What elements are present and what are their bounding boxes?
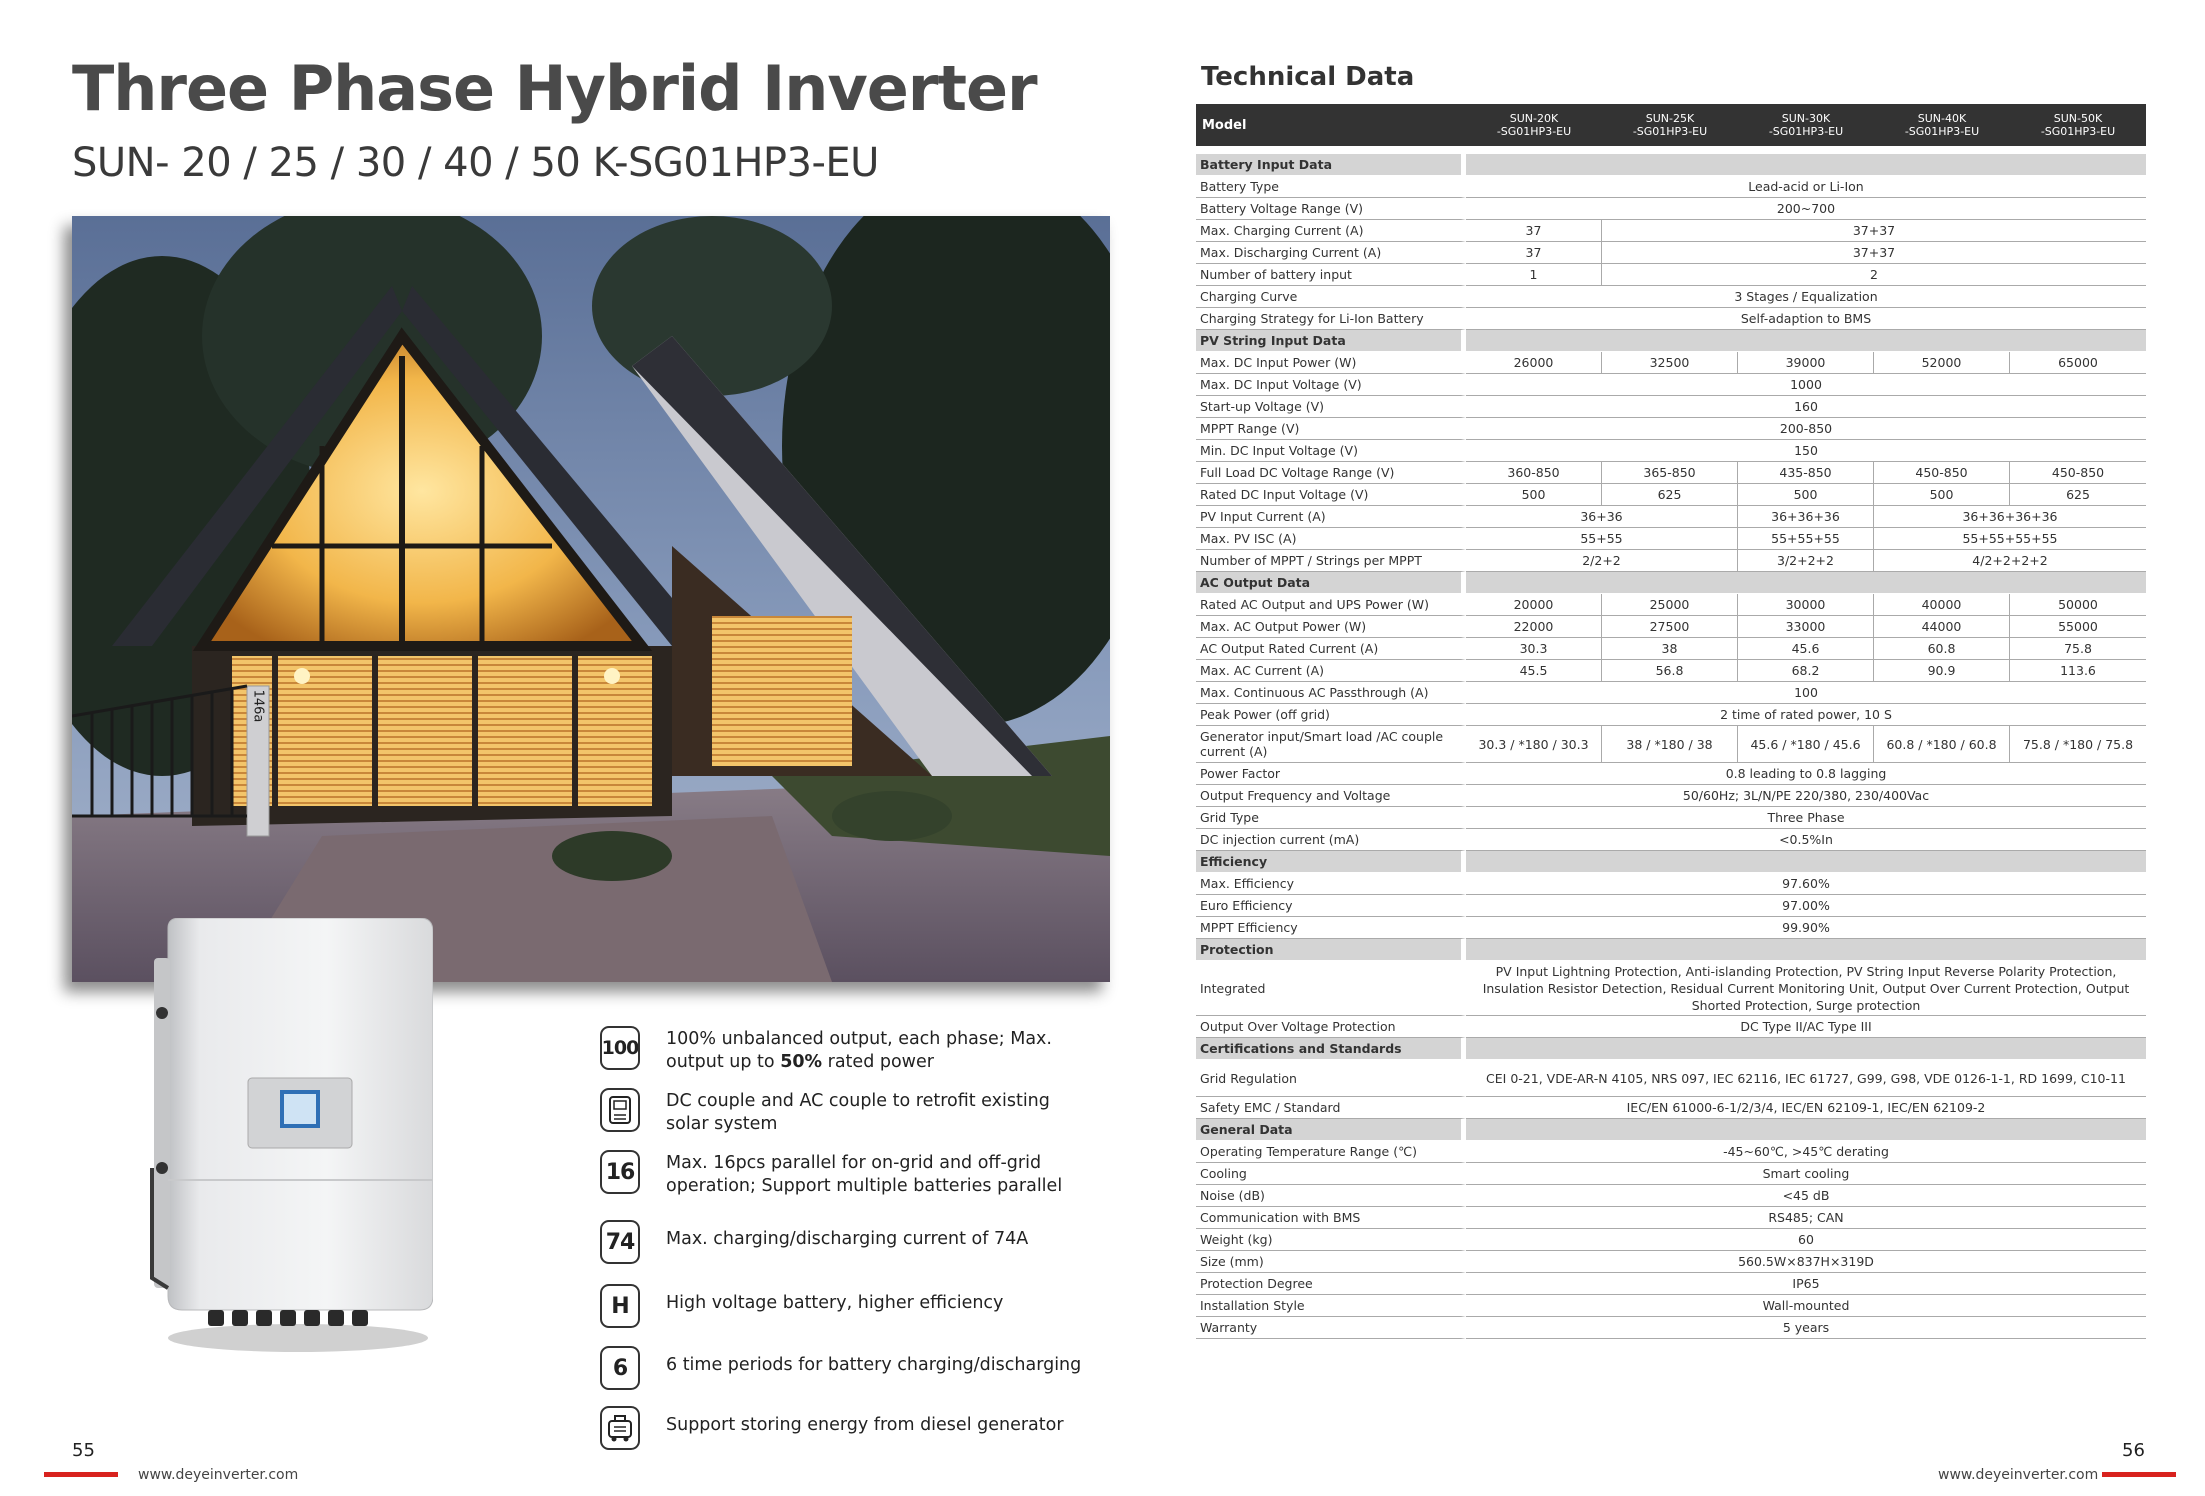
table-cell: DC Type II/AC Type III bbox=[1466, 1016, 2146, 1038]
number-16-icon: 16 bbox=[600, 1150, 640, 1194]
table-cell: 500 bbox=[1466, 484, 1602, 506]
row-label: Communication with BMS bbox=[1196, 1207, 1466, 1229]
table-cell: 36+36+36+36 bbox=[1874, 506, 2146, 528]
table-row bbox=[1196, 1185, 2146, 1207]
section-heading: General Data bbox=[1196, 1119, 1466, 1141]
table-row bbox=[1196, 286, 2146, 308]
row-label: Generator input/Smart load /AC couple current (A) bbox=[1196, 726, 1466, 763]
table-cell: 113.6 bbox=[2010, 660, 2146, 682]
row-label: Number of battery input bbox=[1196, 264, 1466, 286]
table-cell: 5 years bbox=[1466, 1317, 2146, 1339]
table-cell: 97.00% bbox=[1466, 895, 2146, 917]
row-label: Charging Curve bbox=[1196, 286, 1466, 308]
feature-text: Max. 16pcs parallel for on-grid and off-grid operation; Support multiple batteries parallel bbox=[666, 1153, 1063, 1196]
table-header-row bbox=[1196, 104, 2146, 146]
number-74-icon: 74 bbox=[600, 1220, 640, 1264]
table-cell: 45.6 / *180 / 45.6 bbox=[1738, 726, 1874, 763]
table-row bbox=[1196, 594, 2146, 616]
left-page bbox=[0, 0, 1102, 1496]
table-row bbox=[1196, 682, 2146, 704]
table-cell: 37 bbox=[1466, 220, 1602, 242]
row-label: Max. PV ISC (A) bbox=[1196, 528, 1466, 550]
table-cell: 55+55+55+55 bbox=[1874, 528, 2146, 550]
row-label: Number of MPPT / Strings per MPPT bbox=[1196, 550, 1466, 572]
generator-icon bbox=[600, 1406, 640, 1450]
table-row bbox=[1196, 242, 2146, 264]
section-heading: PV String Input Data bbox=[1196, 330, 1466, 352]
section-row bbox=[1196, 939, 2146, 961]
row-label: Grid Type bbox=[1196, 807, 1466, 829]
table-row bbox=[1196, 763, 2146, 785]
table-cell: 30.3 / *180 / 30.3 bbox=[1466, 726, 1602, 763]
website-url: www.deyeinverter.com bbox=[1938, 1467, 2099, 1483]
table-cell: <45 dB bbox=[1466, 1185, 2146, 1207]
row-label: Noise (dB) bbox=[1196, 1185, 1466, 1207]
feature-text: High voltage battery, higher efficiency bbox=[666, 1293, 1004, 1313]
section-heading: Certifications and Standards bbox=[1196, 1038, 1466, 1060]
table-row bbox=[1196, 176, 2146, 198]
website-url: www.deyeinverter.com bbox=[138, 1467, 299, 1483]
section-row bbox=[1196, 330, 2146, 352]
accent-bar bbox=[44, 1472, 118, 1477]
section-filler bbox=[1466, 939, 2146, 961]
table-cell: 56.8 bbox=[1602, 660, 1738, 682]
table-cell: 97.60% bbox=[1466, 873, 2146, 895]
table-row bbox=[1196, 418, 2146, 440]
table-cell: 160 bbox=[1466, 396, 2146, 418]
table-cell: Three Phase bbox=[1466, 807, 2146, 829]
table-row bbox=[1196, 961, 2146, 1016]
row-label: AC Output Rated Current (A) bbox=[1196, 638, 1466, 660]
feature-text: Support storing energy from diesel generator bbox=[666, 1415, 1064, 1435]
table-row bbox=[1196, 704, 2146, 726]
table-cell: 37+37 bbox=[1602, 242, 2146, 264]
row-label: Charging Strategy for Li-Ion Battery bbox=[1196, 308, 1466, 330]
table-row bbox=[1196, 264, 2146, 286]
table-cell: 500 bbox=[1874, 484, 2010, 506]
section-row bbox=[1196, 572, 2146, 594]
table-row bbox=[1196, 550, 2146, 572]
feature-item bbox=[600, 1146, 1120, 1206]
table-cell: 60 bbox=[1466, 1229, 2146, 1251]
table-cell: 45.5 bbox=[1466, 660, 1602, 682]
battery-device-icon bbox=[600, 1088, 640, 1132]
table-row bbox=[1196, 1273, 2146, 1295]
table-row bbox=[1196, 616, 2146, 638]
table-row bbox=[1196, 528, 2146, 550]
table-row bbox=[1196, 660, 2146, 682]
table-row bbox=[1196, 1016, 2146, 1038]
table-row bbox=[1196, 396, 2146, 418]
table-cell: 3/2+2+2 bbox=[1738, 550, 1874, 572]
page-number: 55 bbox=[72, 1440, 95, 1461]
table-cell: 26000 bbox=[1466, 352, 1602, 374]
section-row bbox=[1196, 1038, 2146, 1060]
inverter-device-image bbox=[148, 918, 433, 1358]
table-row bbox=[1196, 638, 2146, 660]
table-row bbox=[1196, 917, 2146, 939]
feature-text: Max. charging/discharging current of 74A bbox=[666, 1229, 1029, 1249]
table-row bbox=[1196, 220, 2146, 242]
table-row bbox=[1196, 1295, 2146, 1317]
feature-text: DC couple and AC couple to retrofit existing solar system bbox=[666, 1091, 1050, 1134]
table-cell: 38 / *180 / 38 bbox=[1602, 726, 1738, 763]
table-cell: 50/60Hz; 3L/N/PE 220/380, 230/400Vac bbox=[1466, 785, 2146, 807]
row-label: Max. DC Input Power (W) bbox=[1196, 352, 1466, 374]
row-label: Safety EMC / Standard bbox=[1196, 1097, 1466, 1119]
table-cell: 625 bbox=[1602, 484, 1738, 506]
section-row bbox=[1196, 851, 2146, 873]
table-cell: 36+36 bbox=[1466, 506, 1738, 528]
table-cell: 65000 bbox=[2010, 352, 2146, 374]
row-label: DC injection current (mA) bbox=[1196, 829, 1466, 851]
table-cell: 50000 bbox=[2010, 594, 2146, 616]
model-column-header: SUN-30K -SG01HP3-EU bbox=[1738, 104, 1874, 146]
table-cell: 200~700 bbox=[1466, 198, 2146, 220]
table-cell: 39000 bbox=[1738, 352, 1874, 374]
table-cell: 25000 bbox=[1602, 594, 1738, 616]
table-cell: 365-850 bbox=[1602, 462, 1738, 484]
section-filler bbox=[1466, 1038, 2146, 1060]
model-column-header: SUN-40K -SG01HP3-EU bbox=[1874, 104, 2010, 146]
row-label: Operating Temperature Range (℃) bbox=[1196, 1141, 1466, 1163]
table-cell: 99.90% bbox=[1466, 917, 2146, 939]
table-row bbox=[1196, 374, 2146, 396]
section-heading: AC Output Data bbox=[1196, 572, 1466, 594]
table-cell: 60.8 / *180 / 60.8 bbox=[1874, 726, 2010, 763]
table-row bbox=[1196, 440, 2146, 462]
table-cell: 68.2 bbox=[1738, 660, 1874, 682]
model-column-header: SUN-50K -SG01HP3-EU bbox=[2010, 104, 2146, 146]
table-cell: 55000 bbox=[2010, 616, 2146, 638]
table-cell: 2/2+2 bbox=[1466, 550, 1738, 572]
table-cell: 360-850 bbox=[1466, 462, 1602, 484]
row-label: Max. Continuous AC Passthrough (A) bbox=[1196, 682, 1466, 704]
table-cell: 44000 bbox=[1874, 616, 2010, 638]
table-cell: 100 bbox=[1466, 682, 2146, 704]
table-cell: 560.5W×837H×319D bbox=[1466, 1251, 2146, 1273]
feature-item bbox=[600, 1342, 1120, 1402]
table-cell: Self-adaption to BMS bbox=[1466, 308, 2146, 330]
right-page bbox=[1102, 0, 2205, 1496]
table-cell: 500 bbox=[1738, 484, 1874, 506]
row-label: MPPT Range (V) bbox=[1196, 418, 1466, 440]
feature-item bbox=[600, 1216, 1120, 1276]
row-label: Min. DC Input Voltage (V) bbox=[1196, 440, 1466, 462]
row-label: Rated DC Input Voltage (V) bbox=[1196, 484, 1466, 506]
model-subtitle: SUN- 20 / 25 / 30 / 40 / 50 K-SG01HP3-EU bbox=[72, 140, 879, 186]
table-row bbox=[1196, 506, 2146, 528]
section-heading: Protection bbox=[1196, 939, 1466, 961]
feature-text: 6 time periods for battery charging/discharging bbox=[666, 1355, 1082, 1375]
row-label: Size (mm) bbox=[1196, 1251, 1466, 1273]
row-label: Start-up Voltage (V) bbox=[1196, 396, 1466, 418]
table-cell: 1000 bbox=[1466, 374, 2146, 396]
table-cell: 33000 bbox=[1738, 616, 1874, 638]
feature-item bbox=[600, 1022, 1120, 1082]
table-row bbox=[1196, 785, 2146, 807]
table-cell: 450-850 bbox=[2010, 462, 2146, 484]
row-label: Cooling bbox=[1196, 1163, 1466, 1185]
model-column-header: SUN-20K -SG01HP3-EU bbox=[1466, 104, 1602, 146]
table-row bbox=[1196, 1060, 2146, 1097]
table-row bbox=[1196, 1163, 2146, 1185]
table-cell: 55+55+55 bbox=[1738, 528, 1874, 550]
row-label: Max. Charging Current (A) bbox=[1196, 220, 1466, 242]
table-cell: 450-850 bbox=[1874, 462, 2010, 484]
table-cell: RS485; CAN bbox=[1466, 1207, 2146, 1229]
table-cell: 90.9 bbox=[1874, 660, 2010, 682]
table-cell: <0.5%In bbox=[1466, 829, 2146, 851]
table-cell: 40000 bbox=[1874, 594, 2010, 616]
table-cell: 55+55 bbox=[1466, 528, 1738, 550]
row-label: Installation Style bbox=[1196, 1295, 1466, 1317]
table-row bbox=[1196, 1317, 2146, 1339]
table-cell: 75.8 bbox=[2010, 638, 2146, 660]
row-label: Power Factor bbox=[1196, 763, 1466, 785]
table-cell: 200-850 bbox=[1466, 418, 2146, 440]
house-number: 146a bbox=[250, 689, 266, 723]
table-cell: Lead-acid or Li-Ion bbox=[1466, 176, 2146, 198]
row-label: Output Frequency and Voltage bbox=[1196, 785, 1466, 807]
table-cell: IP65 bbox=[1466, 1273, 2146, 1295]
table-row bbox=[1196, 1207, 2146, 1229]
table-cell: 625 bbox=[2010, 484, 2146, 506]
section-heading: Efficiency bbox=[1196, 851, 1466, 873]
table-row bbox=[1196, 1251, 2146, 1273]
row-label: Euro Efficiency bbox=[1196, 895, 1466, 917]
row-label: Max. AC Output Power (W) bbox=[1196, 616, 1466, 638]
table-cell: 22000 bbox=[1466, 616, 1602, 638]
model-header: Model bbox=[1196, 104, 1466, 146]
table-row bbox=[1196, 352, 2146, 374]
table-cell: 45.6 bbox=[1738, 638, 1874, 660]
table-cell: 30000 bbox=[1738, 594, 1874, 616]
accent-bar bbox=[2102, 1472, 2176, 1477]
number-100-icon: 100 bbox=[600, 1026, 640, 1070]
row-label: Weight (kg) bbox=[1196, 1229, 1466, 1251]
feature-item bbox=[600, 1280, 1120, 1340]
table-cell: 75.8 / *180 / 75.8 bbox=[2010, 726, 2146, 763]
table-cell: 1 bbox=[1466, 264, 1602, 286]
row-label: Battery Type bbox=[1196, 176, 1466, 198]
section-filler bbox=[1466, 1119, 2146, 1141]
house-photo bbox=[72, 216, 1110, 982]
table-cell: 0.8 leading to 0.8 lagging bbox=[1466, 763, 2146, 785]
spec-table bbox=[1196, 104, 2146, 1339]
section-filler bbox=[1466, 851, 2146, 873]
table-row bbox=[1196, 726, 2146, 763]
table-cell: Wall-mounted bbox=[1466, 1295, 2146, 1317]
section-filler bbox=[1466, 572, 2146, 594]
row-label: Max. Efficiency bbox=[1196, 873, 1466, 895]
table-cell: 27500 bbox=[1602, 616, 1738, 638]
feature-text: 100% unbalanced output, each phase; Max. output up to 50% rated power bbox=[666, 1029, 1052, 1072]
table-cell: 32500 bbox=[1602, 352, 1738, 374]
section-title: Technical Data bbox=[1201, 62, 1415, 92]
table-cell: 150 bbox=[1466, 440, 2146, 462]
table-cell: 37 bbox=[1466, 242, 1602, 264]
table-cell: 60.8 bbox=[1874, 638, 2010, 660]
table-row bbox=[1196, 873, 2146, 895]
table-cell: IEC/EN 61000-6-1/2/3/4, IEC/EN 62109-1, IEC/EN 62109-2 bbox=[1466, 1097, 2146, 1119]
table-row bbox=[1196, 484, 2146, 506]
table-cell: 38 bbox=[1602, 638, 1738, 660]
table-row bbox=[1196, 895, 2146, 917]
table-cell: 20000 bbox=[1466, 594, 1602, 616]
table-cell: 30.3 bbox=[1466, 638, 1602, 660]
row-label: Full Load DC Voltage Range (V) bbox=[1196, 462, 1466, 484]
row-label: MPPT Efficiency bbox=[1196, 917, 1466, 939]
row-label: Grid Regulation bbox=[1196, 1060, 1466, 1097]
section-filler bbox=[1466, 154, 2146, 176]
table-cell: -45~60℃, >45℃ derating bbox=[1466, 1141, 2146, 1163]
row-label: Integrated bbox=[1196, 961, 1466, 1016]
table-row bbox=[1196, 1141, 2146, 1163]
table-cell: 435-850 bbox=[1738, 462, 1874, 484]
table-cell: Smart cooling bbox=[1466, 1163, 2146, 1185]
section-row bbox=[1196, 154, 2146, 176]
table-cell: 4/2+2+2+2 bbox=[1874, 550, 2146, 572]
page-title: Three Phase Hybrid Inverter bbox=[72, 52, 1037, 125]
row-label: PV Input Current (A) bbox=[1196, 506, 1466, 528]
table-cell: 52000 bbox=[1874, 352, 2010, 374]
table-cell: 3 Stages / Equalization bbox=[1466, 286, 2146, 308]
table-cell: CEI 0-21, VDE-AR-N 4105, NRS 097, IEC 62116, IEC 61727, G99, G98, VDE 0126-1-1, RD 1699, C10-11 bbox=[1466, 1060, 2146, 1097]
row-label: Warranty bbox=[1196, 1317, 1466, 1339]
row-label: Rated AC Output and UPS Power (W) bbox=[1196, 594, 1466, 616]
section-filler bbox=[1466, 330, 2146, 352]
table-row bbox=[1196, 807, 2146, 829]
table-row bbox=[1196, 829, 2146, 851]
feature-item bbox=[600, 1084, 1120, 1144]
table-cell: PV Input Lightning Protection, Anti-islanding Protection, PV String Input Reverse Polarity Protection, Insulation Resistor Detection, Residual Current Monitoring Unit, Output Over Current Protection, Output Shorted Protection, Surge protection bbox=[1466, 961, 2146, 1016]
table-cell: 37+37 bbox=[1602, 220, 2146, 242]
model-column-header: SUN-25K -SG01HP3-EU bbox=[1602, 104, 1738, 146]
table-row bbox=[1196, 462, 2146, 484]
table-row bbox=[1196, 308, 2146, 330]
section-heading: Battery Input Data bbox=[1196, 154, 1466, 176]
row-label: Battery Voltage Range (V) bbox=[1196, 198, 1466, 220]
spec-table-body bbox=[1196, 154, 2146, 1339]
page-number: 56 bbox=[2122, 1440, 2145, 1461]
row-label: Max. AC Current (A) bbox=[1196, 660, 1466, 682]
feature-item bbox=[600, 1402, 1120, 1462]
row-label: Protection Degree bbox=[1196, 1273, 1466, 1295]
table-row bbox=[1196, 198, 2146, 220]
section-row bbox=[1196, 1119, 2146, 1141]
number-6-icon: 6 bbox=[600, 1346, 640, 1390]
row-label: Peak Power (off grid) bbox=[1196, 704, 1466, 726]
letter-h-icon: H bbox=[600, 1284, 640, 1328]
row-label: Max. Discharging Current (A) bbox=[1196, 242, 1466, 264]
table-row bbox=[1196, 1097, 2146, 1119]
row-label: Output Over Voltage Protection bbox=[1196, 1016, 1466, 1038]
table-cell: 2 time of rated power, 10 S bbox=[1466, 704, 2146, 726]
table-cell: 2 bbox=[1602, 264, 2146, 286]
table-cell: 36+36+36 bbox=[1738, 506, 1874, 528]
row-label: Max. DC Input Voltage (V) bbox=[1196, 374, 1466, 396]
table-row bbox=[1196, 1229, 2146, 1251]
